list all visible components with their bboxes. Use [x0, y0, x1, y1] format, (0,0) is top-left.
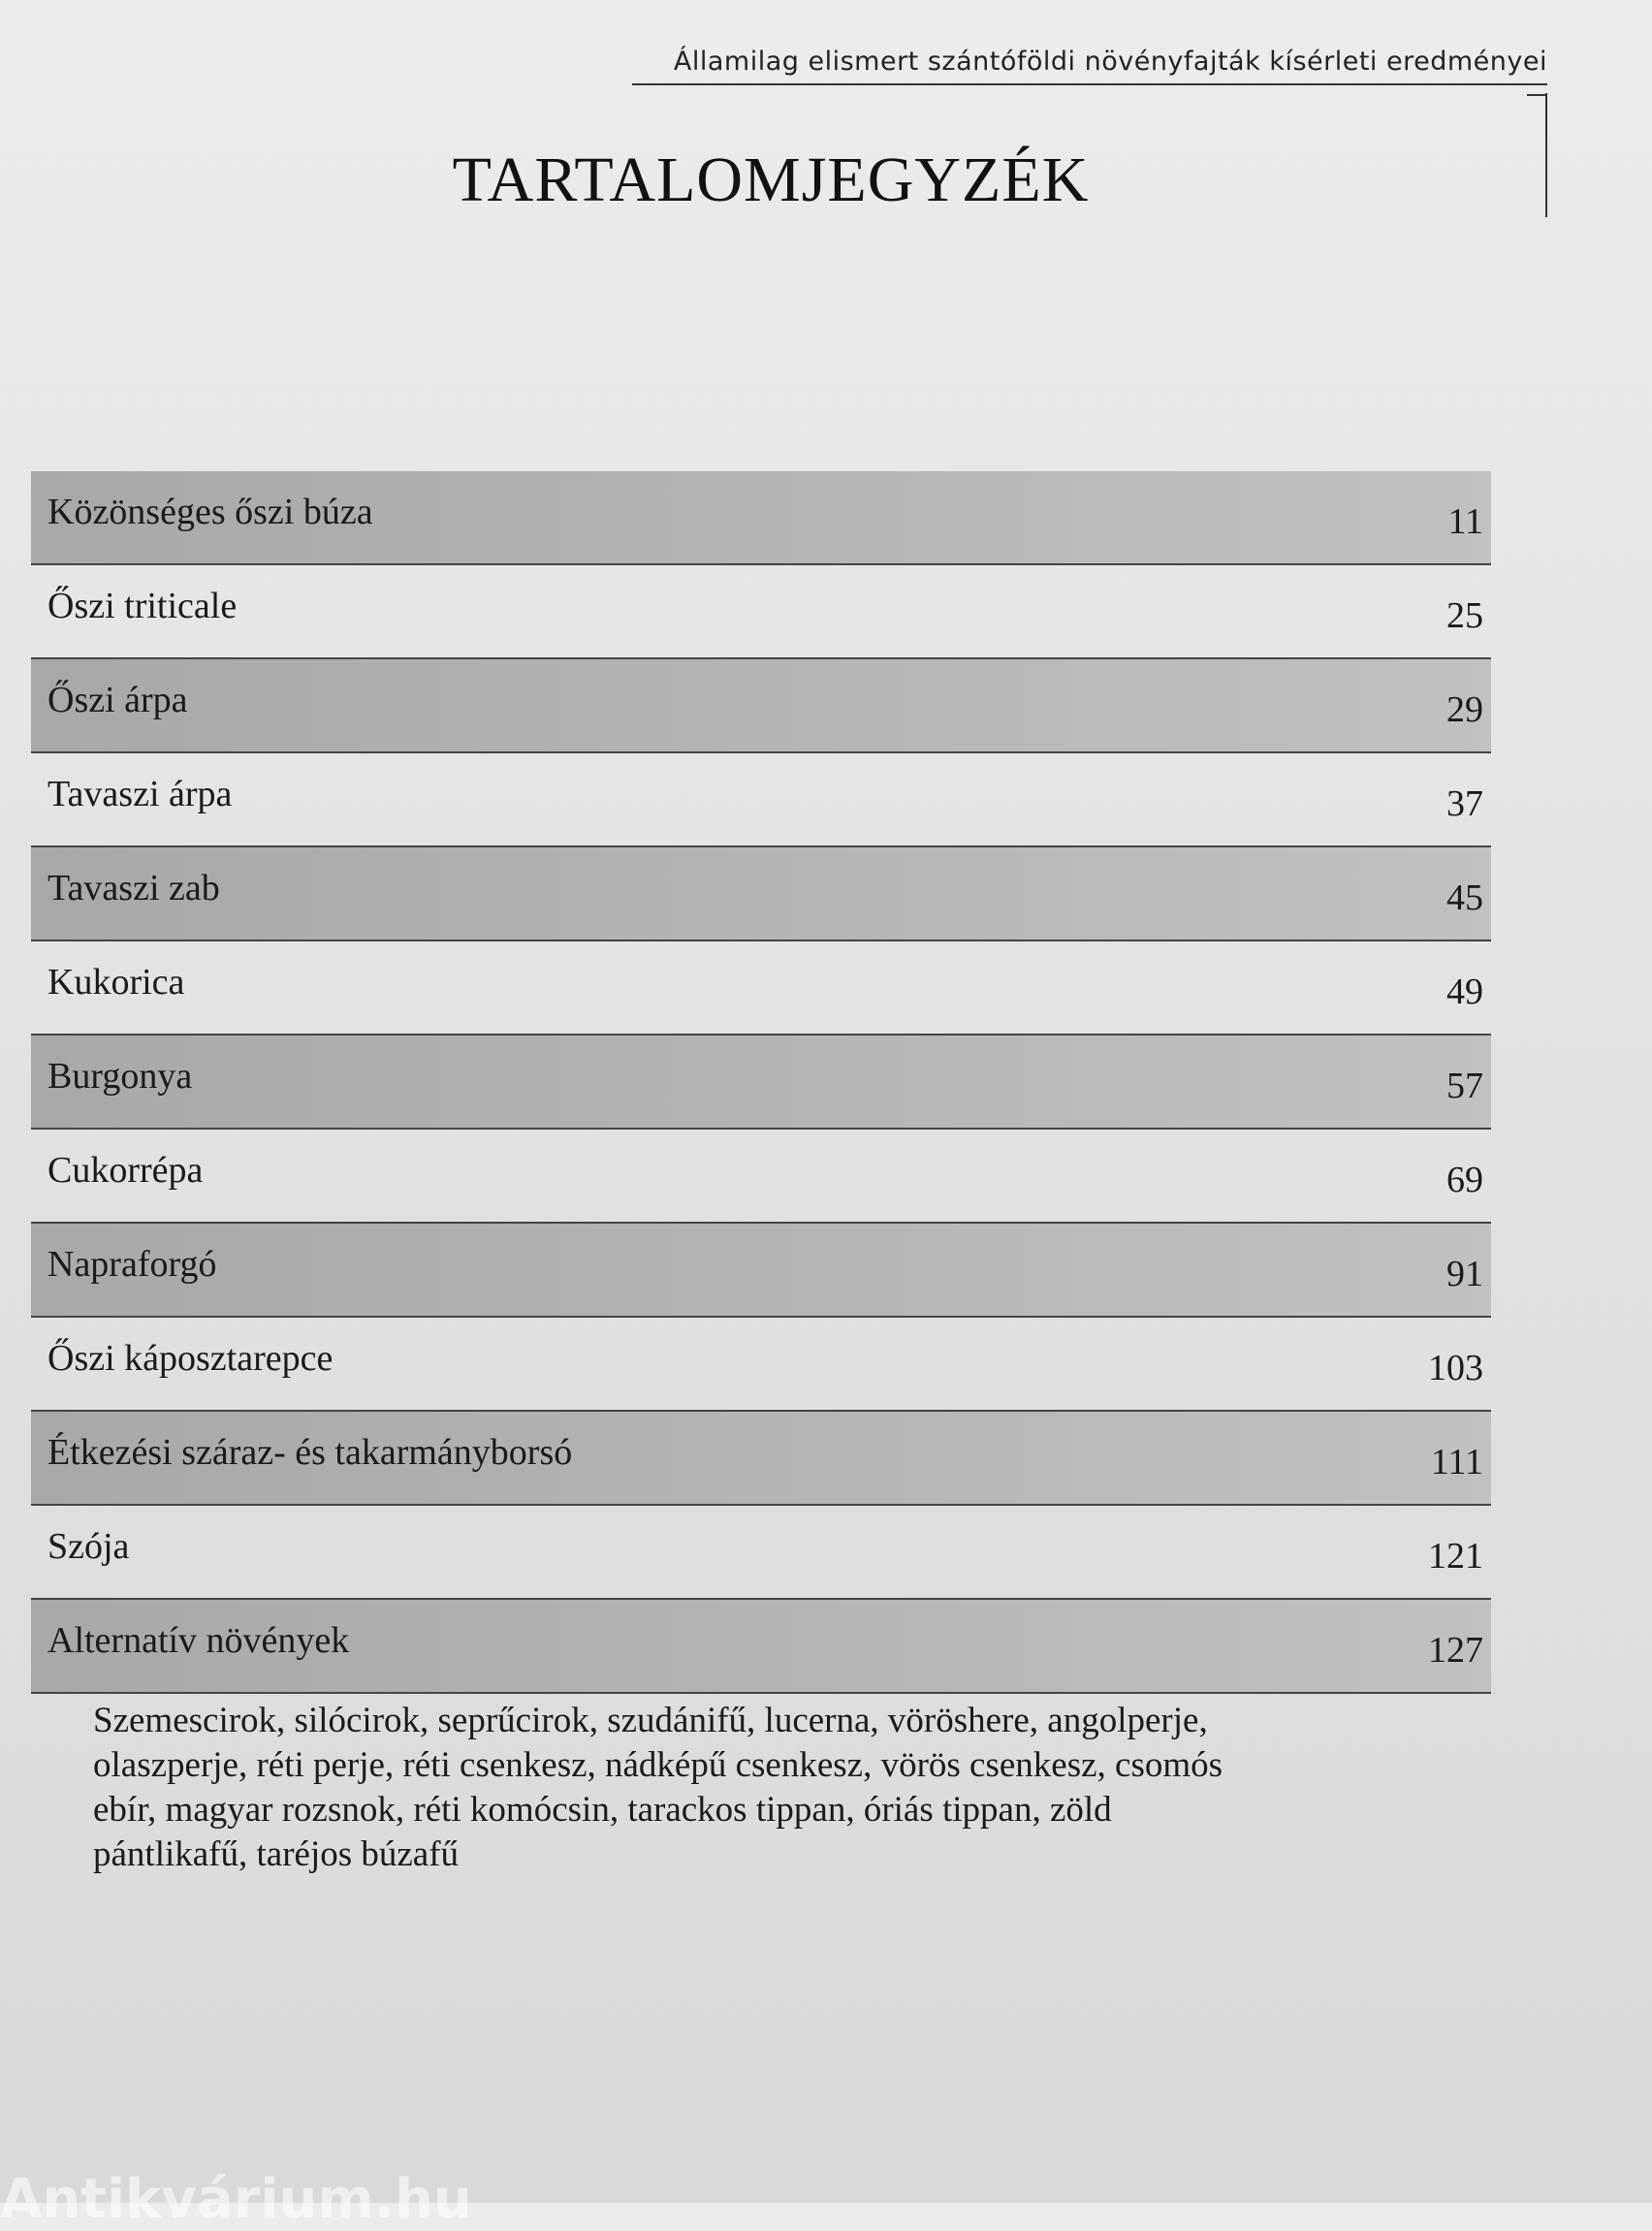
alternative-plants-subtitle: Szemescirok, silócirok, seprűcirok, szudánifű, lucerna, vöröshere, angolperje, olaszperje, réti perje, réti csenkesz, nádképű csenkesz, vörös csenkesz, csomós ebír, magyar rozsnok, réti komócsin, tarackos tippan, óriás tippan, zöld pántlikafű, taréjos búzafű [93, 1701, 1223, 1874]
toc-entry-page: 29 [1446, 689, 1483, 730]
toc-entry-label: Őszi árpa [48, 680, 188, 720]
toc-entry-page: 91 [1446, 1254, 1483, 1294]
toc-entry-etkezesi-szaraz-es-takarmanyborso[interactable] [31, 1412, 1491, 1506]
toc-entry-page: 57 [1446, 1066, 1483, 1106]
toc-entry-page: 49 [1446, 972, 1483, 1012]
running-header: Államilag elismert szántóföldi növényfajták kísérleti eredményei [673, 47, 1547, 77]
toc-entry-label: Tavaszi árpa [48, 774, 233, 814]
toc-entry-page: 69 [1446, 1160, 1483, 1200]
toc-entry-label: Cukorrépa [48, 1150, 204, 1191]
toc-entry-page: 111 [1430, 1442, 1483, 1482]
toc-entry-label: Burgonya [48, 1056, 193, 1097]
toc-entry-label: Tavaszi zab [48, 868, 220, 908]
toc-entry-alternativ-novenyek[interactable] [31, 1600, 1491, 1694]
toc-entry-oszi-arpa[interactable] [31, 659, 1491, 753]
toc-entry-page: 25 [1446, 595, 1483, 636]
toc-entry-label: Közönséges őszi búza [48, 492, 373, 532]
toc-entry-tavaszi-zab[interactable] [31, 847, 1491, 941]
toc-entry-burgonya[interactable] [31, 1036, 1491, 1130]
toc-entry-label: Őszi triticale [48, 586, 238, 626]
toc-entry-page: 37 [1446, 783, 1483, 824]
toc-entry-page: 45 [1446, 877, 1483, 918]
watermark: Antikvárium.hu [0, 2168, 472, 2231]
toc-entry-szoja[interactable] [31, 1506, 1491, 1600]
toc-entry-label: Kukorica [48, 962, 185, 1003]
toc-entry-cukorrepa[interactable] [31, 1130, 1491, 1224]
toc-entry-kukorica[interactable] [31, 941, 1491, 1036]
toc-entry-oszi-triticale[interactable] [31, 565, 1491, 659]
toc-entry-page: 121 [1428, 1536, 1483, 1577]
page-title: TARTALOMJEGYZÉK [452, 144, 1090, 215]
toc-entry-label: Őszi káposztarepce [48, 1338, 334, 1379]
toc-entry-label: Étkezési száraz- és takarmányborsó [48, 1432, 573, 1473]
toc-entry-napraforgo[interactable] [31, 1224, 1491, 1318]
toc-entry-label: Alternatív növények [48, 1620, 350, 1661]
header-rule [632, 83, 1547, 85]
header-corner-line [1545, 93, 1547, 217]
toc-entry-page: 127 [1428, 1630, 1483, 1671]
toc-entry-label: Szója [48, 1526, 130, 1567]
toc-entry-oszi-kaposztarepce[interactable] [31, 1318, 1491, 1412]
header-corner-top [1527, 94, 1547, 96]
table-of-contents [31, 471, 1491, 1694]
toc-entry-kozonseges-oszi-buza[interactable] [31, 471, 1491, 565]
toc-entry-label: Napraforgó [48, 1244, 217, 1285]
toc-entry-page: 103 [1428, 1348, 1483, 1388]
toc-entry-page: 11 [1447, 501, 1483, 542]
toc-entry-tavaszi-arpa[interactable] [31, 753, 1491, 847]
